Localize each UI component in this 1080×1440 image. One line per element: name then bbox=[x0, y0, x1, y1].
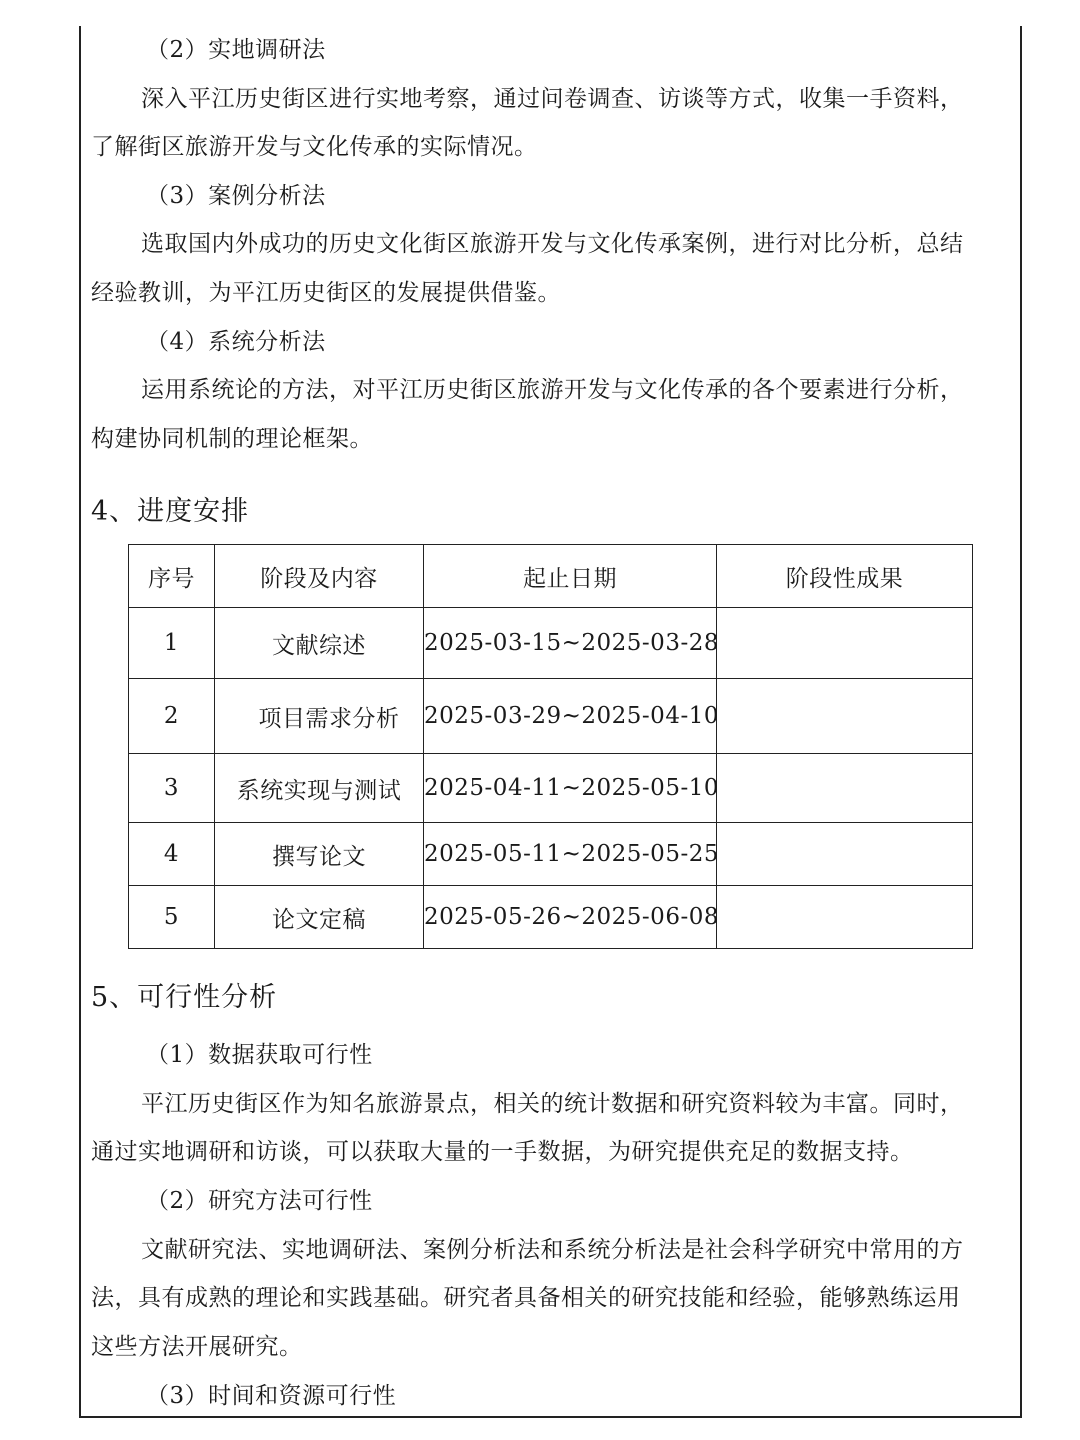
header-num: 序号 bbox=[129, 545, 215, 608]
feasibility-3-title: （3）时间和资源可行性 bbox=[146, 1383, 397, 1409]
row-stage: 撰写论文 bbox=[215, 823, 424, 886]
method-3-line-1: 选取国内外成功的历史文化街区旅游开发与文化传承案例，进行对比分析，总结 bbox=[141, 231, 964, 257]
method-4-title: （4）系统分析法 bbox=[146, 329, 326, 355]
table-row bbox=[129, 886, 973, 949]
row-dates: 2025-05-26~2025-06-08 bbox=[424, 886, 717, 949]
row-result bbox=[717, 679, 973, 754]
header-dates: 起止日期 bbox=[424, 545, 717, 608]
header-stage: 阶段及内容 bbox=[215, 545, 424, 608]
feasibility-1-line-2: 通过实地调研和访谈，可以获取大量的一手数据，为研究提供充足的数据支持。 bbox=[91, 1139, 914, 1165]
row-dates: 2025-03-29~2025-04-10 bbox=[424, 679, 717, 754]
feasibility-1-line-1: 平江历史街区作为知名旅游景点，相关的统计数据和研究资料较为丰富。同时， bbox=[141, 1091, 964, 1117]
feasibility-2-line-1: 文献研究法、实地调研法、案例分析法和系统分析法是社会科学研究中常用的方 bbox=[141, 1237, 964, 1263]
feasibility-heading: 5、可行性分析 bbox=[91, 982, 278, 1013]
row-num: 4 bbox=[129, 823, 215, 886]
table-row bbox=[129, 608, 973, 679]
row-dates: 2025-05-11~2025-05-25 bbox=[424, 823, 717, 886]
method-3-title: （3）案例分析法 bbox=[146, 183, 326, 209]
row-stage: 文献综述 bbox=[215, 608, 424, 679]
method-2-line-2: 了解街区旅游开发与文化传承的实际情况。 bbox=[91, 134, 538, 160]
row-num: 1 bbox=[129, 608, 215, 679]
table-row bbox=[129, 679, 973, 754]
row-stage: 论文定稿 bbox=[215, 886, 424, 949]
row-result bbox=[717, 823, 973, 886]
feasibility-2-line-3: 这些方法开展研究。 bbox=[91, 1334, 303, 1360]
table-row bbox=[129, 754, 973, 823]
row-num: 2 bbox=[129, 679, 215, 754]
method-2-title: （2）实地调研法 bbox=[146, 37, 326, 63]
method-3-line-2: 经验教训，为平江历史街区的发展提供借鉴。 bbox=[91, 280, 561, 306]
row-dates: 2025-04-11~2025-05-10 bbox=[424, 754, 717, 823]
method-4-line-1: 运用系统论的方法，对平江历史街区旅游开发与文化传承的各个要素进行分析， bbox=[141, 377, 964, 403]
row-stage: 系统实现与测试 bbox=[215, 754, 424, 823]
row-num: 3 bbox=[129, 754, 215, 823]
row-dates: 2025-03-15~2025-03-28 bbox=[424, 608, 717, 679]
row-num: 5 bbox=[129, 886, 215, 949]
table-row bbox=[129, 823, 973, 886]
row-result bbox=[717, 608, 973, 679]
method-2-line-1: 深入平江历史街区进行实地考察，通过问卷调查、访谈等方式，收集一手资料， bbox=[141, 86, 964, 112]
feasibility-2-line-2: 法，具有成熟的理论和实践基础。研究者具备相关的研究技能和经验，能够熟练运用 bbox=[91, 1285, 961, 1311]
method-4-line-2: 构建协同机制的理论框架。 bbox=[91, 426, 373, 452]
header-result: 阶段性成果 bbox=[717, 545, 973, 608]
row-result bbox=[717, 754, 973, 823]
feasibility-1-title: （1）数据获取可行性 bbox=[146, 1042, 373, 1068]
feasibility-2-title: （2）研究方法可行性 bbox=[146, 1188, 373, 1214]
schedule-heading: 4、进度安排 bbox=[91, 496, 250, 527]
table-header-row bbox=[129, 545, 973, 608]
schedule-table bbox=[128, 544, 973, 949]
row-stage: 项目需求分析 bbox=[215, 679, 424, 754]
row-result bbox=[717, 886, 973, 949]
